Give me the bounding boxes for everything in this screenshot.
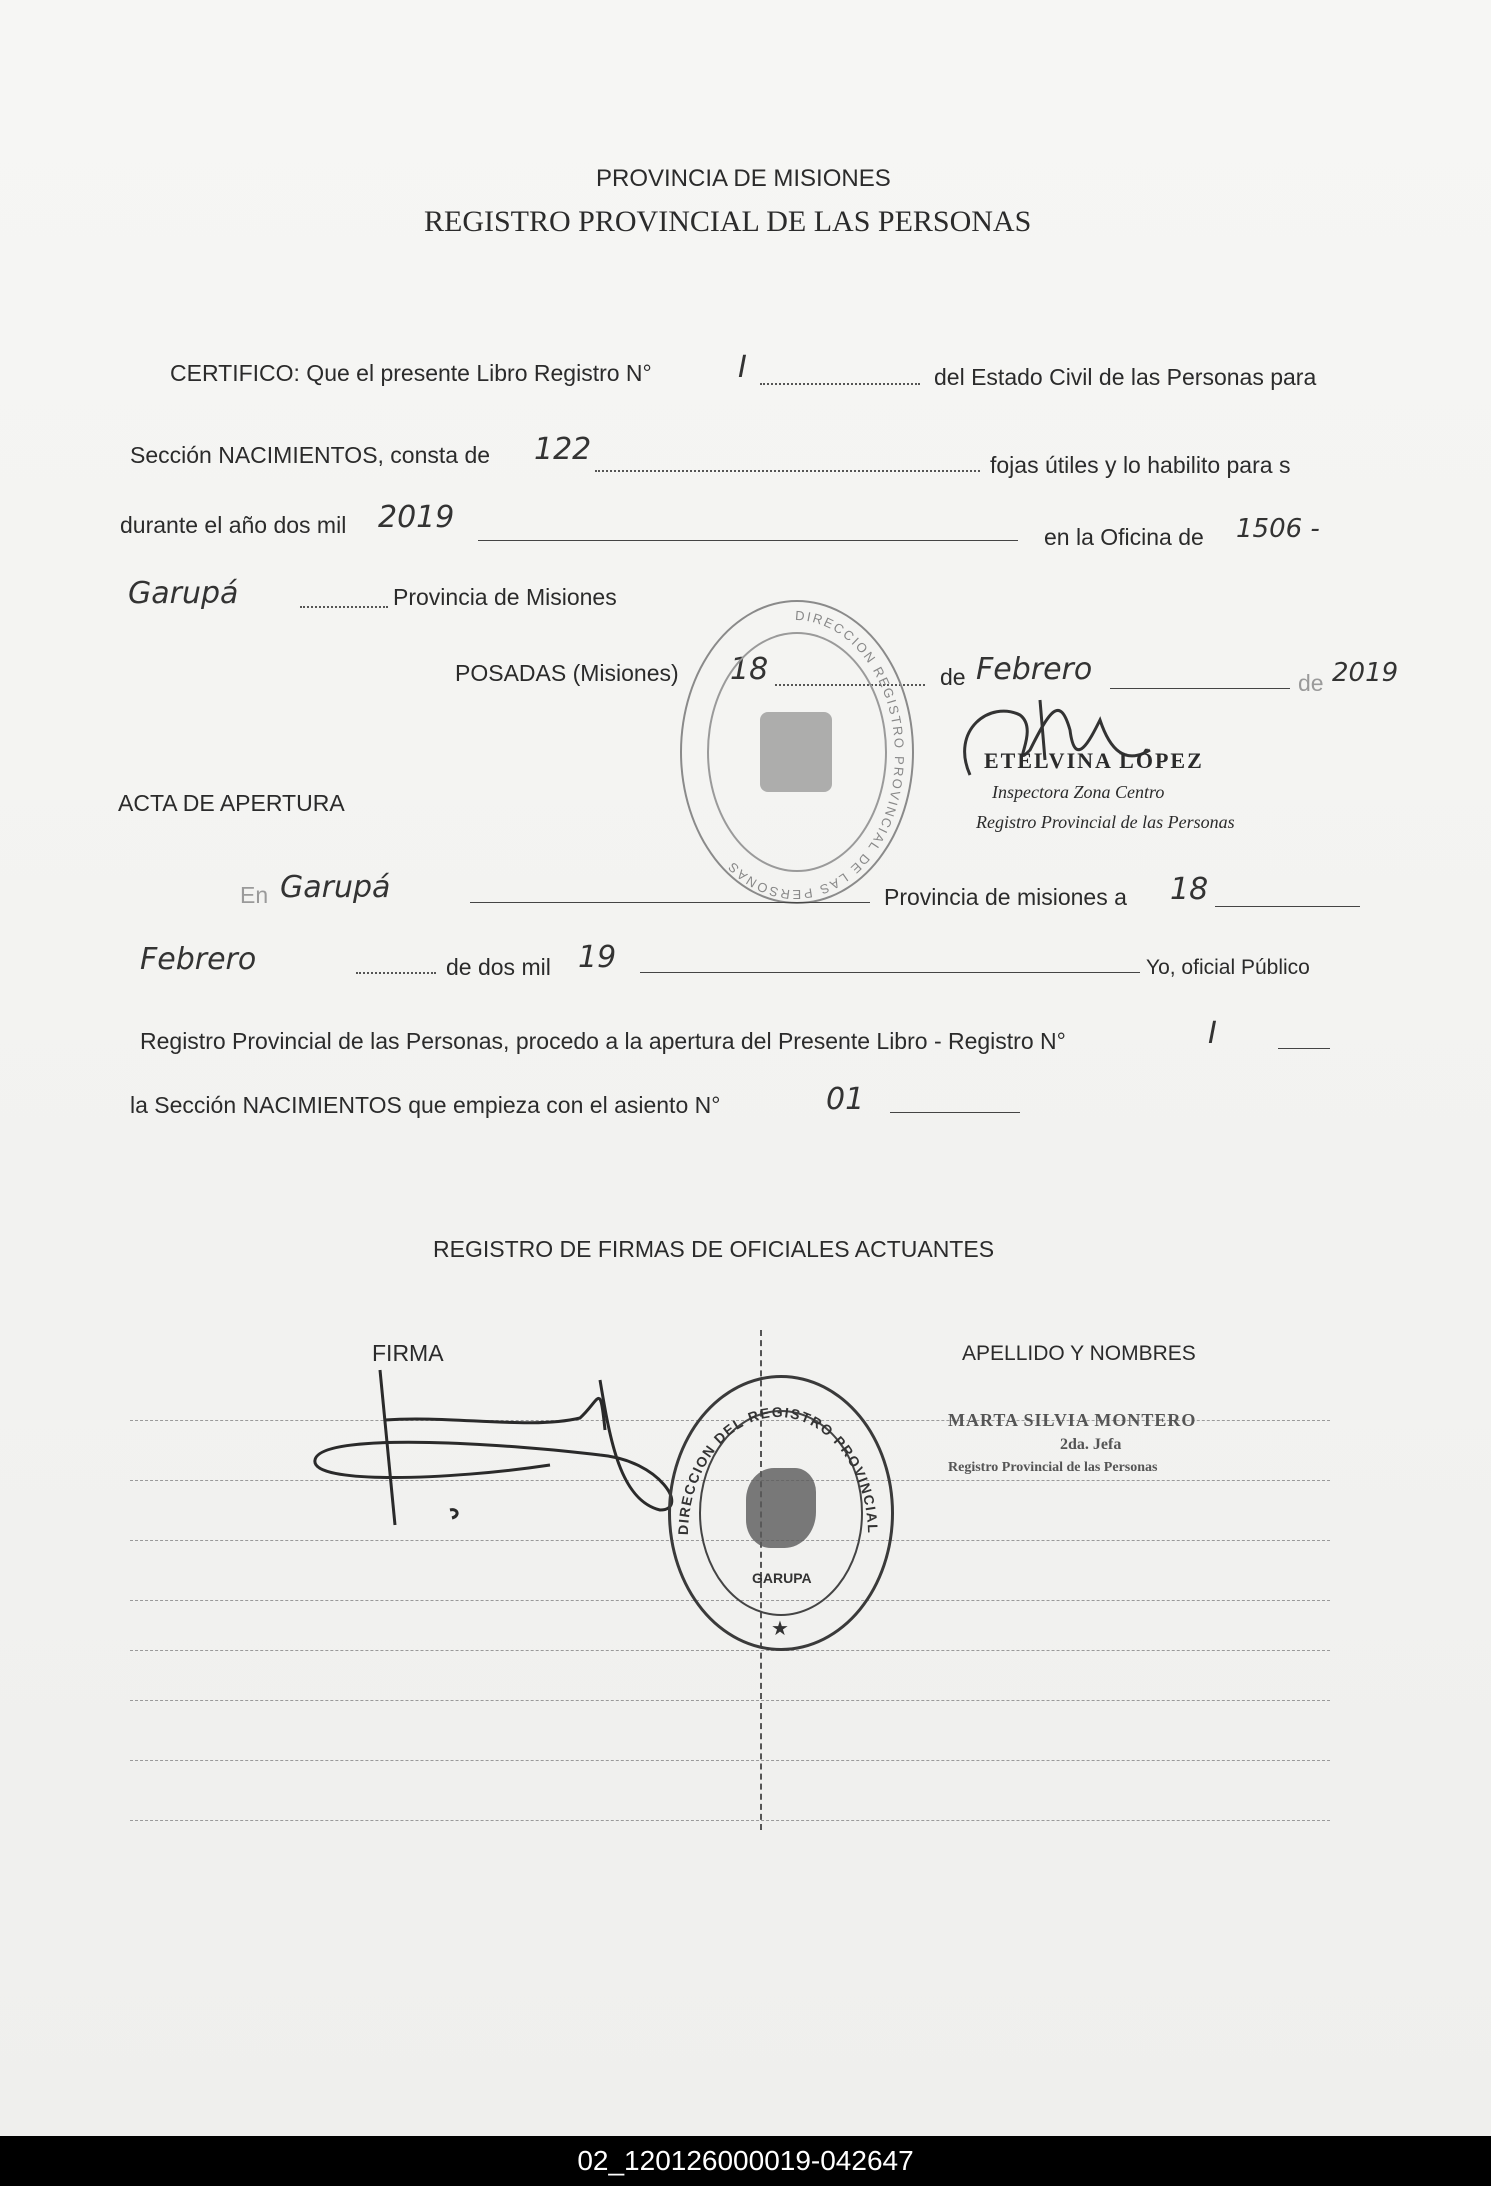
province-heading: PROVINCIA DE MISIONES (596, 165, 891, 192)
seal-text-ring-2 (661, 1362, 888, 1645)
signatory-name: ETELVINA LÓPEZ (984, 748, 1204, 773)
seal-text-ring-1 (680, 600, 910, 903)
scan-id-footer: 02_120126000019-042647 (0, 2136, 1491, 2186)
posadas-year-hand: 2019 (1332, 658, 1399, 688)
acta-line2-mid: de dos mil (446, 954, 551, 980)
signature-row-line (130, 1650, 1330, 1651)
certifico-line3-start: durante el año dos mil (120, 512, 347, 538)
svg-text:DIRECCION DEL REGISTRO PROVINC (662, 1362, 881, 1535)
posadas-day-hand: 18 (730, 652, 769, 687)
certifico-line2-hand: 122 (534, 432, 592, 467)
dotted-line (760, 383, 920, 385)
certifico-line3-end: en la Oficina de (1044, 524, 1204, 550)
acta-line1-hand: Garupá (280, 870, 391, 905)
fill-line (1110, 688, 1290, 689)
seal-star: ★ (771, 1618, 789, 1640)
certifico-line2-end: fojas útiles y lo habilito para s (990, 452, 1291, 478)
fill-line (1278, 1048, 1330, 1049)
dotted-line (595, 470, 980, 472)
registry-heading: REGISTRO PROVINCIAL DE LAS PERSONAS (424, 205, 1032, 238)
fill-line (890, 1112, 1020, 1113)
seal-ring-text: DIRECCION REGISTRO PROVINCIAL DE LAS PERSONAS (723, 607, 908, 903)
signatory-title: Inspectora Zona Centro (992, 782, 1165, 802)
fill-line (478, 540, 1018, 541)
certifico-line1-end: del Estado Civil de las Personas para (934, 364, 1317, 390)
acta-line4-hand: 01 (826, 1082, 865, 1117)
acta-line1-hand2: 18 (1170, 872, 1209, 907)
official-org-stamp: Registro Provincial de las Personas (948, 1460, 1158, 1475)
signature-row-line (130, 1760, 1330, 1761)
fill-line (640, 972, 1140, 973)
fill-line (1215, 906, 1360, 907)
acta-line2-end: Yo, oficial Público (1146, 956, 1310, 979)
certifico-line3-hand: 2019 (378, 500, 455, 535)
official-name-stamp: MARTA SILVIA MONTERO (948, 1410, 1197, 1430)
posadas-de2-label: de (1298, 670, 1324, 696)
svg-text:DIRECCION REGISTRO PROVINCIAL (724, 608, 907, 902)
certifico-line4-end: Provincia de Misiones (393, 584, 617, 610)
acta-line2-hand2: 19 (578, 940, 617, 975)
firma-column-header: FIRMA (372, 1340, 444, 1366)
acta-line4-start: la Sección NACIMIENTOS que empieza con el asiento N° (130, 1092, 721, 1118)
fill-line (470, 902, 870, 903)
signature-row-line (130, 1700, 1330, 1701)
certifico-line4-hand: Garupá (128, 576, 239, 611)
signature-row-line (130, 1820, 1330, 1821)
posadas-month-hand: Febrero (976, 652, 1093, 687)
acta-title: ACTA DE APERTURA (118, 790, 345, 816)
seal-ring-text: DIRECCION DEL REGISTRO PROVINCIAL DE LAS PERSONAS (661, 1362, 882, 1536)
certifico-line1-start: CERTIFICO: Que el presente Libro Registro N° (170, 360, 652, 386)
certifico-line2-start: Sección NACIMIENTOS, consta de (130, 442, 491, 468)
dotted-line (356, 972, 436, 974)
acta-line1-start: En (240, 882, 269, 908)
official-title-stamp: 2da. Jefa (1060, 1436, 1122, 1453)
acta-line3-text: Registro Provincial de las Personas, procedo a la apertura del Presente Libro - Registro N° (140, 1028, 1066, 1054)
seal-place-text: GARUPA (752, 1570, 812, 1586)
firmas-title: REGISTRO DE FIRMAS DE OFICIALES ACTUANTES (433, 1236, 995, 1262)
official-signature (300, 1360, 690, 1540)
posadas-date-start: POSADAS (Misiones) (455, 660, 679, 686)
certifico-line3-hand2: 1506 - (1236, 514, 1320, 544)
certifico-line1-hand: I (738, 350, 747, 385)
apellido-column-header: APELLIDO Y NOMBRES (962, 1342, 1196, 1365)
dotted-line (300, 606, 388, 608)
signatory-org: Registro Provincial de las Personas (976, 812, 1235, 832)
acta-line2-hand: Febrero (140, 942, 257, 977)
acta-line3-hand: I (1208, 1016, 1217, 1051)
posadas-de-label: de (940, 664, 966, 690)
acta-line1-end: Provincia de misiones a (884, 884, 1127, 910)
